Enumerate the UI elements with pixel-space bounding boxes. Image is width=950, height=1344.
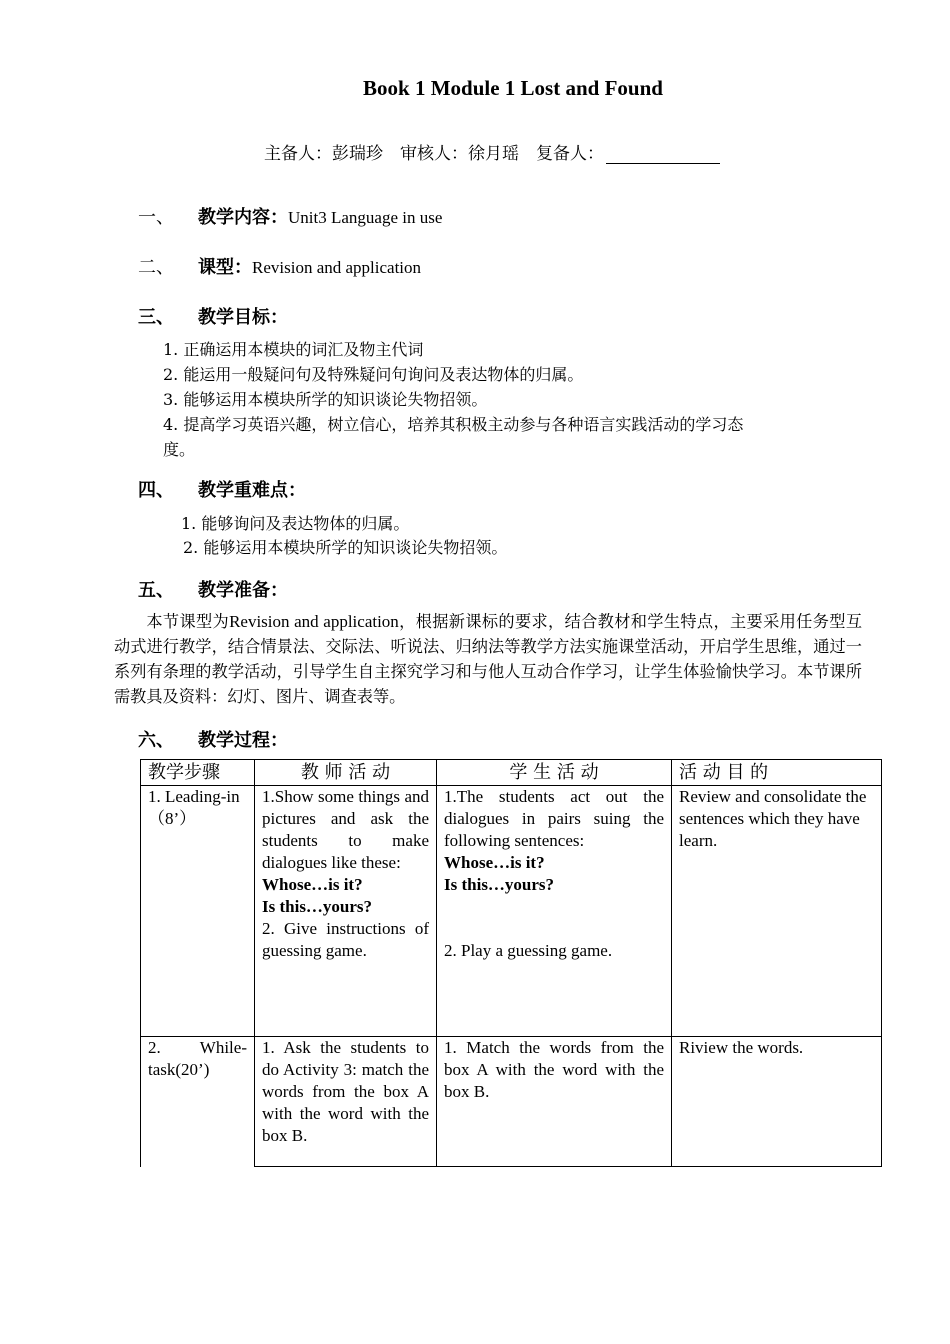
section-number: 五、 <box>138 580 174 601</box>
step-cell <box>141 1037 255 1167</box>
student-activity-text: 1. Match the words from the box A with the word with the box B. <box>444 1038 664 1101</box>
preparation-course-type: Revision and application <box>229 612 399 631</box>
section-label: 教学内容： <box>198 207 288 228</box>
preparers-line <box>264 139 720 164</box>
section-heading <box>198 203 442 229</box>
section-heading <box>198 726 288 752</box>
purpose-cell <box>672 786 882 1037</box>
section-label: 教学准备： <box>198 580 288 601</box>
teacher-sentence: Whose…is it? <box>262 875 363 894</box>
student-activity-cell <box>437 1037 672 1167</box>
step-cell <box>141 786 255 1037</box>
preparation-text: 本节课型为 <box>146 612 230 631</box>
step-time: （8’） <box>148 809 197 828</box>
header-step: 教学步骤 <box>141 760 255 786</box>
header-teacher: 教 师 活 动 <box>255 760 437 786</box>
section-heading <box>198 476 306 502</box>
preparers-text: 主备人：彭瑞珍 审核人：徐月瑶 复备人： <box>264 144 604 164</box>
header-purpose: 活 动 目 的 <box>672 760 882 786</box>
table-header-row <box>141 760 882 786</box>
teacher-activity-text: 1.Show some things and pictures and ask the students to make dialogues like these: <box>262 787 429 872</box>
objective-item: 3. 能够运用本模块所学的知识谈论失物招领。 <box>163 390 488 409</box>
section-number: 三、 <box>138 307 174 328</box>
objective-item: 4. 提高学习英语兴趣，树立信心，培养其积极主动参与各种语言实践活动的学习态 <box>163 415 744 434</box>
student-activity-text: 1.The students act out the dialogues in pairs suing the following sentences: <box>444 787 664 850</box>
difficulty-item: 1. 能够询问及表达物体的归属。 <box>181 514 410 533</box>
table-row <box>141 786 882 1037</box>
table-row <box>141 1037 882 1167</box>
teacher-activity-cell <box>255 1037 437 1167</box>
teacher-activity-text: 2. Give instructions of guessing game. <box>262 919 429 960</box>
student-activity-text: 2. Play a guessing game. <box>444 941 613 960</box>
teacher-activity-cell <box>255 786 437 1037</box>
section-heading <box>198 303 288 329</box>
objective-item: 1. 正确运用本模块的词汇及物主代词 <box>163 340 424 359</box>
purpose-text: Review and consolidate the sentences which they have learn. <box>679 787 867 850</box>
preparation-text: ，根据新课标的要求，结合教材和学生特点，主要采用任务型互动式进行教学，结合情景法、交际法、听说法、归纳法等教学方法实施课堂活动，开启学生思维，通过一系列有条理的教学活动，引导学生自主探究学习和与他人互动合作学习，让学生体验愉快学习。本节课所需教具及资料：幻灯、图片、调查表等。 <box>114 612 863 706</box>
reviewer-blank <box>606 145 720 164</box>
section-number: 六、 <box>138 730 174 751</box>
student-sentence: Is this…yours? <box>444 875 555 894</box>
section-label: 教学目标： <box>198 307 288 328</box>
teacher-sentence: Is this…yours? <box>262 897 373 916</box>
difficulty-item: 2. 能够运用本模块所学的知识谈论失物招领。 <box>183 538 508 557</box>
section-heading <box>198 576 288 602</box>
section-number: 一、 <box>138 207 174 228</box>
student-sentence: Whose…is it? <box>444 853 545 872</box>
section-number: 二、 <box>138 257 174 278</box>
section-label: 教学过程： <box>198 730 288 751</box>
document-title: Book 1 Module 1 Lost and Found <box>363 76 663 100</box>
step-name: 1. Leading-in <box>148 787 240 806</box>
section-heading <box>198 253 421 279</box>
section-value: Revision and application <box>252 258 422 277</box>
preparation-paragraph <box>114 609 862 709</box>
header-student: 学 生 活 动 <box>437 760 672 786</box>
objective-item: 度。 <box>163 440 196 459</box>
section-label: 课型： <box>198 257 252 278</box>
section-label: 教学重难点： <box>198 480 306 501</box>
purpose-cell <box>672 1037 882 1167</box>
teacher-activity-text: 1. Ask the students to do Activity 3: match the words from the box A with the word with the box B. <box>262 1038 429 1145</box>
section-number: 四、 <box>138 480 174 501</box>
step-name: 2. While-task(20’) <box>148 1038 247 1079</box>
section-value: Unit3 Language in use <box>288 208 443 227</box>
student-activity-cell <box>437 786 672 1037</box>
objective-item: 2. 能运用一般疑问句及特殊疑问句询问及表达物体的归属。 <box>163 365 584 384</box>
purpose-text: Riview the words. <box>679 1038 804 1057</box>
teaching-process-table <box>140 759 882 1167</box>
